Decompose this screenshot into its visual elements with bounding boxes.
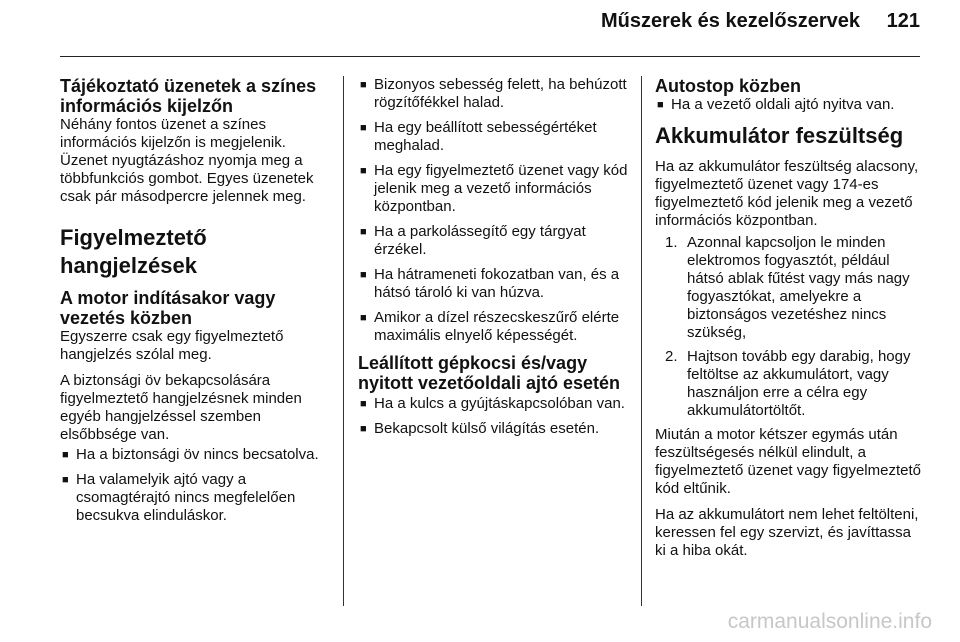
list-item: ■ Amikor a dízel részecskeszűrő elérte maximális elnyelő képességét. xyxy=(358,309,630,345)
step-text: Hajtson tovább egy darabig, hogy feltöltse az akkumulátort, vagy használjon erre a célra egy akkumulátortöltőt. xyxy=(687,348,911,419)
bullet-list xyxy=(358,76,630,345)
section-title: Műszerek és kezelőszervek xyxy=(600,10,860,32)
list-item: ■ Ha a biztonsági öv nincs becsatolva. xyxy=(60,446,332,464)
paragraph-service-advice: Ha az akkumulátort nem lehet feltölteni, keressen fel egy szervizt, és javíttassa ki a hiba okát. xyxy=(655,506,919,559)
heading-parked-door-open: Leállított gépkocsi és/vagy nyitott vezetőoldali ajtó esetén xyxy=(358,353,621,393)
list-item: ■ Ha a vezető oldali ajtó nyitva van. xyxy=(655,96,925,114)
step-text: Azonnal kapcsoljon le minden elektromos fogyasztót, például hátsó ablak fűtést vagy más nagy fogyasztókat, amelyekre a biztonságos vezetéshez nincs szükség, xyxy=(687,234,910,341)
heading-start-driving: A motor indításakor vagy vezetés közben xyxy=(60,288,276,328)
paragraph-one-chime: Egyszerre csak egy figyelmeztető hangjelzés szólal meg. xyxy=(60,328,284,363)
bullet-list xyxy=(358,395,630,438)
bullet-list xyxy=(655,96,925,114)
paragraph-message-clears: Miután a motor kétszer egymás után feszültségesés nélkül elindult, a figyelmeztető üzenet vagy figyelmeztető kód eltűnik. xyxy=(655,426,921,497)
header-divider xyxy=(60,56,920,57)
heading-warning-chimes: Figyelmeztető hangjelzések xyxy=(60,225,207,278)
paragraph-seatbelt-priority: A biztonsági öv bekapcsolására figyelmeztető hangjelzésnek minden egyéb hangjelzéssel szemben elsőbbsége van. xyxy=(60,372,302,443)
step-number: 2. xyxy=(665,348,678,365)
list-item xyxy=(655,234,925,342)
watermark: carmanualsonline.info xyxy=(727,610,932,633)
list-item: ■ Ha valamelyik ajtó vagy a csomagtérajtó nincs megfelelően becsukva elinduláskor. xyxy=(60,471,332,525)
list-item: ■ Bizonyos sebesség felett, ha behúzott rögzítőfékkel halad. xyxy=(358,76,630,112)
heading-autostop: Autostop közben xyxy=(655,76,801,96)
list-item xyxy=(655,348,925,420)
column-divider-1 xyxy=(343,76,344,606)
list-item: ■ Ha egy beállított sebességértéket meghalad. xyxy=(358,119,630,155)
heading-battery-voltage: Akkumulátor feszültség xyxy=(655,123,904,148)
heading-info-messages: Tájékoztató üzenetek a színes információs kijelzőn xyxy=(60,76,317,116)
paragraph-info-messages: Néhány fontos üzenet a színes információs kijelzőn is megjelenik. Üzenet nyugtázáshoz nyomja meg a többfunkciós gombot. Egyes üzenetek csak pár másodpercre jelennek meg. xyxy=(60,116,314,205)
column-1 xyxy=(60,76,332,532)
list-item: ■ Bekapcsolt külső világítás esetén. xyxy=(358,420,630,438)
bullet-list xyxy=(60,446,332,525)
numbered-list xyxy=(655,234,925,420)
column-2 xyxy=(358,76,630,445)
list-item: ■ Ha a kulcs a gyújtáskapcsolóban van. xyxy=(358,395,630,413)
list-item: ■ Ha hátrameneti fokozatban van, és a hátsó tároló ki van húzva. xyxy=(358,266,630,302)
column-3 xyxy=(655,76,925,560)
step-number: 1. xyxy=(665,234,678,251)
paragraph-battery-low: Ha az akkumulátor feszültség alacsony, figyelmeztető üzenet vagy 174-es figyelmeztető kód jelenik meg a vezető információs központban. xyxy=(655,158,919,229)
column-divider-2 xyxy=(641,76,642,606)
page-number: 121 xyxy=(886,10,920,32)
list-item: ■ Ha egy figyelmeztető üzenet vagy kód jelenik meg a vezető információs központban. xyxy=(358,162,630,216)
list-item: ■ Ha a parkolássegítő egy tárgyat érzékel. xyxy=(358,223,630,259)
